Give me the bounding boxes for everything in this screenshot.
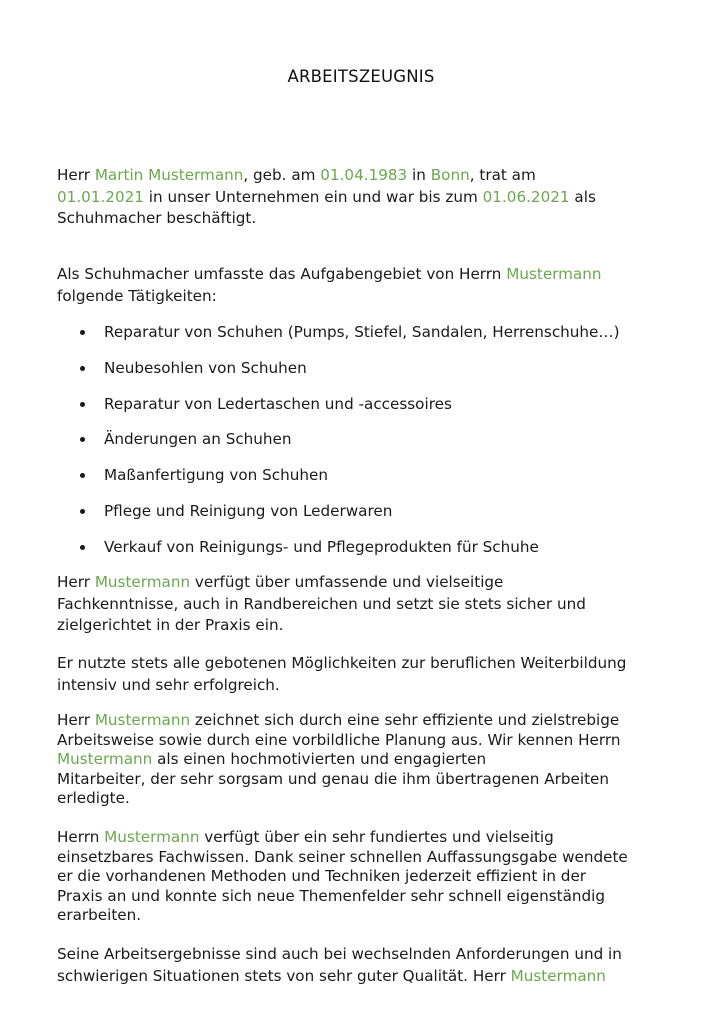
paragraph-text: erarbeiten. xyxy=(57,906,142,924)
paragraph-text: als einen hochmotivierten und engagierten xyxy=(152,750,487,768)
intro-text: , trat am xyxy=(469,166,536,184)
employee-surname: Mustermann xyxy=(506,265,602,283)
duties-intro-text: Als Schuhmacher umfasste das Aufgabengebiet von Herrn xyxy=(57,265,507,283)
skills-paragraph xyxy=(57,572,662,637)
paragraph-text: er die vorhandenen Methoden und Techniken jederzeit effizient in der xyxy=(57,867,587,885)
duty-text: Pflege und Reinigung von Lederwaren xyxy=(104,501,393,520)
intro-text: Schuhmacher beschäftigt. xyxy=(57,209,257,227)
list-item xyxy=(76,322,620,358)
list-item xyxy=(76,501,620,537)
paragraph-text: Fachkenntnisse, auch in Randbereichen und setzt sie stets sicher und xyxy=(57,594,586,613)
paragraph-text: verfügt über umfassende und vielseitige xyxy=(190,573,504,591)
paragraph-text: erledigte. xyxy=(57,789,130,807)
paragraph-text: Mitarbeiter, der sehr sorgsam und genau die ihm übertragenen Arbeiten xyxy=(57,769,610,788)
duty-text: Neubesohlen von Schuhen xyxy=(104,358,307,377)
birth-date: 01.04.1983 xyxy=(320,166,408,184)
bullet-icon xyxy=(80,402,85,407)
paragraph-text: Herr xyxy=(57,573,95,591)
list-item xyxy=(76,465,620,501)
paragraph-text: Er nutzte stets alle gebotenen Möglichkeiten zur beruflichen Weiterbildung xyxy=(57,654,627,672)
list-item xyxy=(76,358,620,394)
bullet-icon xyxy=(80,437,85,442)
work-style-paragraph xyxy=(57,711,662,809)
paragraph-text: Seine Arbeitsergebnisse sind auch bei wechselnden Anforderungen und in xyxy=(57,945,622,963)
paragraph-text: schwierigen Situationen stets von sehr guter Qualität. Herr xyxy=(57,966,511,985)
list-item xyxy=(76,394,620,430)
paragraph-text: einsetzbares Fachwissen. Dank seiner schnellen Auffassungsgabe wendete xyxy=(57,847,628,866)
intro-text: in unser Unternehmen ein und war bis zum xyxy=(143,187,483,206)
intro-paragraph xyxy=(57,165,662,230)
duty-text: Maßanfertigung von Schuhen xyxy=(104,466,328,485)
employee-name: Martin Mustermann xyxy=(94,166,244,184)
bullet-icon xyxy=(80,473,85,478)
duties-intro-text: folgende Tätigkeiten: xyxy=(57,286,217,305)
paragraph-text: verfügt über ein sehr fundiertes und vielseitig xyxy=(199,828,554,846)
paragraph-text: Arbeitsweise sowie durch eine vorbildliche Planung aus. Wir kennen Herrn xyxy=(57,730,621,749)
results-paragraph xyxy=(57,944,662,987)
training-paragraph xyxy=(57,653,662,696)
intro-text: , geb. am xyxy=(243,166,321,184)
bullet-icon xyxy=(80,330,85,335)
knowledge-paragraph xyxy=(57,828,662,926)
paragraph-text: Herr xyxy=(57,711,95,729)
intro-text: in xyxy=(407,166,431,184)
bullet-icon xyxy=(80,509,85,514)
document-title: ARBEITSZEUGNIS xyxy=(287,67,435,86)
list-item xyxy=(76,537,620,573)
employee-surname: Mustermann xyxy=(94,573,191,591)
bullet-icon xyxy=(80,366,85,371)
employee-surname: Mustermann xyxy=(510,966,606,985)
paragraph-text: intensiv und sehr erfolgreich. xyxy=(57,675,280,694)
intro-text: Herr xyxy=(57,166,95,184)
duty-text: Änderungen an Schuhen xyxy=(104,430,292,449)
end-date: 01.06.2021 xyxy=(482,187,570,206)
bullet-icon xyxy=(80,545,85,550)
paragraph-text: zeichnet sich durch eine sehr effiziente und zielstrebige xyxy=(190,711,620,729)
employee-surname: Mustermann xyxy=(104,828,200,846)
duty-text: Reparatur von Ledertaschen und -accessoires xyxy=(104,394,452,413)
employee-surname: Mustermann xyxy=(57,750,153,768)
paragraph-text: zielgerichtet in der Praxis ein. xyxy=(57,616,284,634)
duties-list xyxy=(76,322,620,573)
start-date: 01.01.2021 xyxy=(57,187,144,206)
list-item xyxy=(76,429,620,465)
duties-intro-paragraph xyxy=(57,264,662,307)
duty-text: Reparatur von Schuhen (Pumps, Stiefel, Sandalen, Herrenschuhe…) xyxy=(104,323,620,341)
birth-place: Bonn xyxy=(430,166,470,184)
paragraph-text: Herrn xyxy=(57,828,105,846)
paragraph-text: Praxis an und konnte sich neue Themenfelder sehr schnell eigenständig xyxy=(57,886,606,905)
duty-text: Verkauf von Reinigungs- und Pflegeprodukten für Schuhe xyxy=(104,537,539,556)
employee-surname: Mustermann xyxy=(94,711,191,729)
intro-text: als xyxy=(569,187,596,206)
